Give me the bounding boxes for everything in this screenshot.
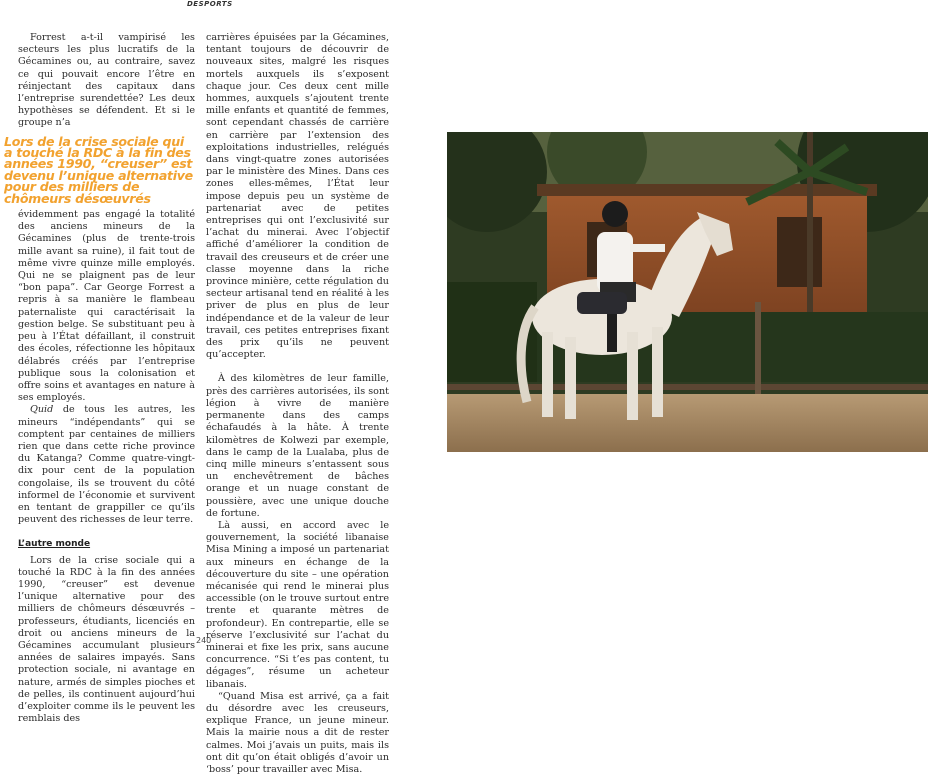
paragraph: Forrest a-t-il vampirisé les secteurs les plus lucratifs de la Gécamines ou, au contraire, savez ce qui pouvait encore l’être en réinjectant des capitaux dans l’entreprise surendettée? Les deux hypothèses se défendent. Et si le groupe n’a [18,32,195,129]
paragraph: Là aussi, en accord avec le gouvernement, la société libanaise Misa Mining a imposé un partenariat aux mineurs en échange de la découverture du site – une opération mécanisée qui rend le minerai plus accessible (on le trouve surtout entre trente et quarante mètres de profondeur). En contrepartie, elle se réserve l’exclusivité sur l’achat du minerai et fixe les prix, sans aucune concurrence. “Si t’es pas content, tu dégages”, résume un acheteur libanais. [206,519,389,690]
paragraph: évidemment pas engagé la totalité des anciens mineurs de la Gécamines (plus de trente-trois mille avant sa ruine), il fait tout de même vivre quinze mille employés. Qui ne se plaignent pas de leur “bon papa”. Car George Forrest a repris à sa manière le flambeau paternaliste qui caractérisait la gestion belge. Se substituant peu à peu à l’État défaillant, il construit des écoles, réfectionne les hôpitaux délabrés créés par l’entreprise publique sous la colonisation et offre soins et avantages en nature à ses employés. [18,209,195,404]
pull-quote: Lors de la crise sociale qui a touché la RDC à la fin des années 1990, “creuser” est devenu l’unique alternative pour des milliers de chômeurs désœuvrés [4,133,193,206]
text-column-1 [4,32,195,725]
paragraph: carrières épuisées par la Gécamines, tentant toujours de découvrir de nouveaux sites, malgré les risques mortels auxquels ils s’exposent chaque jour. Ces deux cent mille hommes, auxquels s’ajoutent trente mille enfants et quantité de femmes, sont cependant chassés de carrière en carrière par l’extension des exploitations industrielles, relégués dans vingt-quatre zones autorisées par le ministère des Mines. Dans ces zones elles-mêmes, l’État leur impose depuis peu un système de partenariat avec de petites entreprises qui ont l’exclusivité sur l’achat du minerai. Avec l’objectif affiché d’améliorer la condition de travail des creuseurs et de créer une classe moyenne dans la riche province minière, cette régulation du secteur artisanal tend en réalité à les priver de plus en plus de leur indépendance et de la valeur de leur travail, ces petites entreprises fixant des prix qu’ils ne peuvent qu’accepter. [206,32,389,361]
paragraph: À des kilomètres de leur famille, près des carrières autorisées, ils sont légion à vivre de manière permanente dans des camps échafaudés à la hâte. À trente kilomètres de Kolwezi par exemple, dans le camp de la Lualaba, plus de cinq mille mineurs s’entassent sous un enchevêtrement de bâches orange et un nuage constant de poussière, avec une unique douche de fortune. [206,373,389,519]
section-label: DESPORTS [187,0,233,8]
paragraph [18,404,195,526]
page-number: 240 [196,636,212,645]
subheading: L’autre monde [18,539,91,550]
paragraph: Lors de la crise sociale qui a touché la RDC à la fin des années 1990, “creuser” est devenue l’unique alternative pour des milliers de chômeurs désœuvrés – professeurs, étudiants, licenciés en droit ou anciens mineurs de la Gécamines accumulant plusieurs années de salaires impayés. Sans protection sociale, ni avantage en nature, armés de simples pioches et de pelles, ils continuent aujourd’hui d’exploiter comme ils le peuvent les remblais des [18,554,195,725]
photo-rider-on-white-horse [447,132,928,452]
paragraph: “Quand Misa est arrivé, ça a fait du désordre avec les creuseurs, explique France, un jeune mineur. Mais la mairie nous a dit de rester calmes. Moi j’avais un puits, mais ils ont dit qu’on était obligés d’avoir un ‘boss’ pour travailler avec Misa. [206,690,389,775]
text-column-2 [206,32,389,776]
italic-lead: Quid [30,404,54,416]
paragraph-text: de tous les autres, les mineurs “indépendants” qui se comptent par centaines de milliers rien que dans cette riche province du Katanga? Comme quatre-vingt-dix pour cent de la population congolaise, ils se trouvent du côté informel de l’économie et survivent en tentant de grappiller ce qu’ils peuvent des richesses de leur terre. [18,404,195,526]
sand-arena [447,394,928,452]
